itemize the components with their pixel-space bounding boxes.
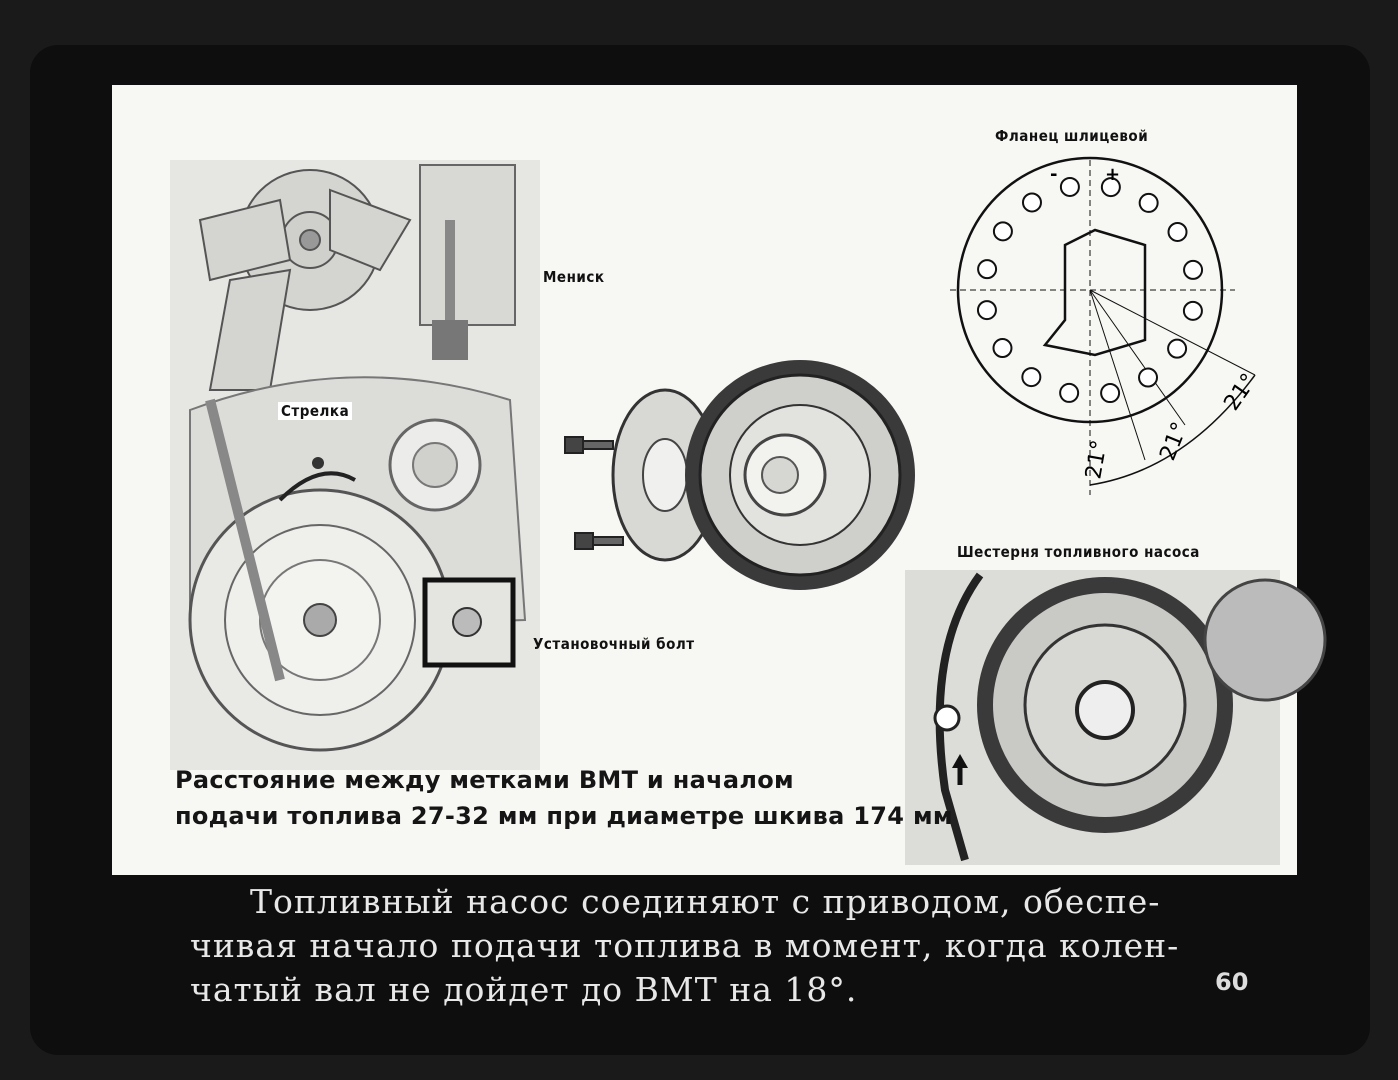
caption-line-3: чатый вал не дойдет до ВМТ на 18°. xyxy=(190,970,858,1009)
setting-bolt-label: Установочный болт xyxy=(533,635,695,653)
meniscus-label: Мениск xyxy=(543,268,605,286)
engine-front-illustration xyxy=(170,160,550,780)
timing-note-line-1: Расстояние между метками ВМТ и началом xyxy=(175,766,794,794)
spline-flange-label: Фланец шлицевой xyxy=(995,127,1149,145)
angle-label: 21° xyxy=(1219,369,1263,416)
pump-gear-label: Шестерня топливного насоса xyxy=(957,543,1200,561)
flange-hole xyxy=(1168,340,1186,358)
flange-hole xyxy=(993,339,1011,357)
angle-label: 21° xyxy=(1081,438,1113,482)
flange-hole xyxy=(1169,223,1187,241)
caption-line-1: Топливный насос соединяют с приводом, обеспе- xyxy=(250,882,1161,921)
flange-hole xyxy=(1023,193,1041,211)
flange-hole xyxy=(1184,302,1202,320)
svg-text:+: + xyxy=(1105,164,1121,185)
flange-hole xyxy=(1101,384,1119,402)
page-number: 60 xyxy=(1215,968,1249,996)
pump-gear-exploded-view xyxy=(560,315,920,625)
timing-note xyxy=(175,762,965,834)
flange-hole xyxy=(1061,178,1079,196)
angle-label: 21° xyxy=(1155,418,1194,465)
flange-hole xyxy=(1060,384,1078,402)
flange-hole xyxy=(978,301,996,319)
flange-hole xyxy=(978,260,996,278)
flange-hole xyxy=(1139,369,1157,387)
flange-hole xyxy=(1022,368,1040,386)
arrow-label: Стрелка xyxy=(278,402,352,420)
flange-hole xyxy=(994,222,1012,240)
caption-line-2: чивая начало подачи топлива в момент, когда колен- xyxy=(190,926,1180,965)
flange-hole xyxy=(1140,194,1158,212)
spline-flange-diagram xyxy=(945,150,1280,510)
timing-note-line-2: подачи топлива 27-32 мм при диаметре шкива 174 мм xyxy=(175,802,953,830)
svg-text:-: - xyxy=(1050,164,1058,185)
flange-hole xyxy=(1184,261,1202,279)
slide-caption xyxy=(190,880,1200,1012)
